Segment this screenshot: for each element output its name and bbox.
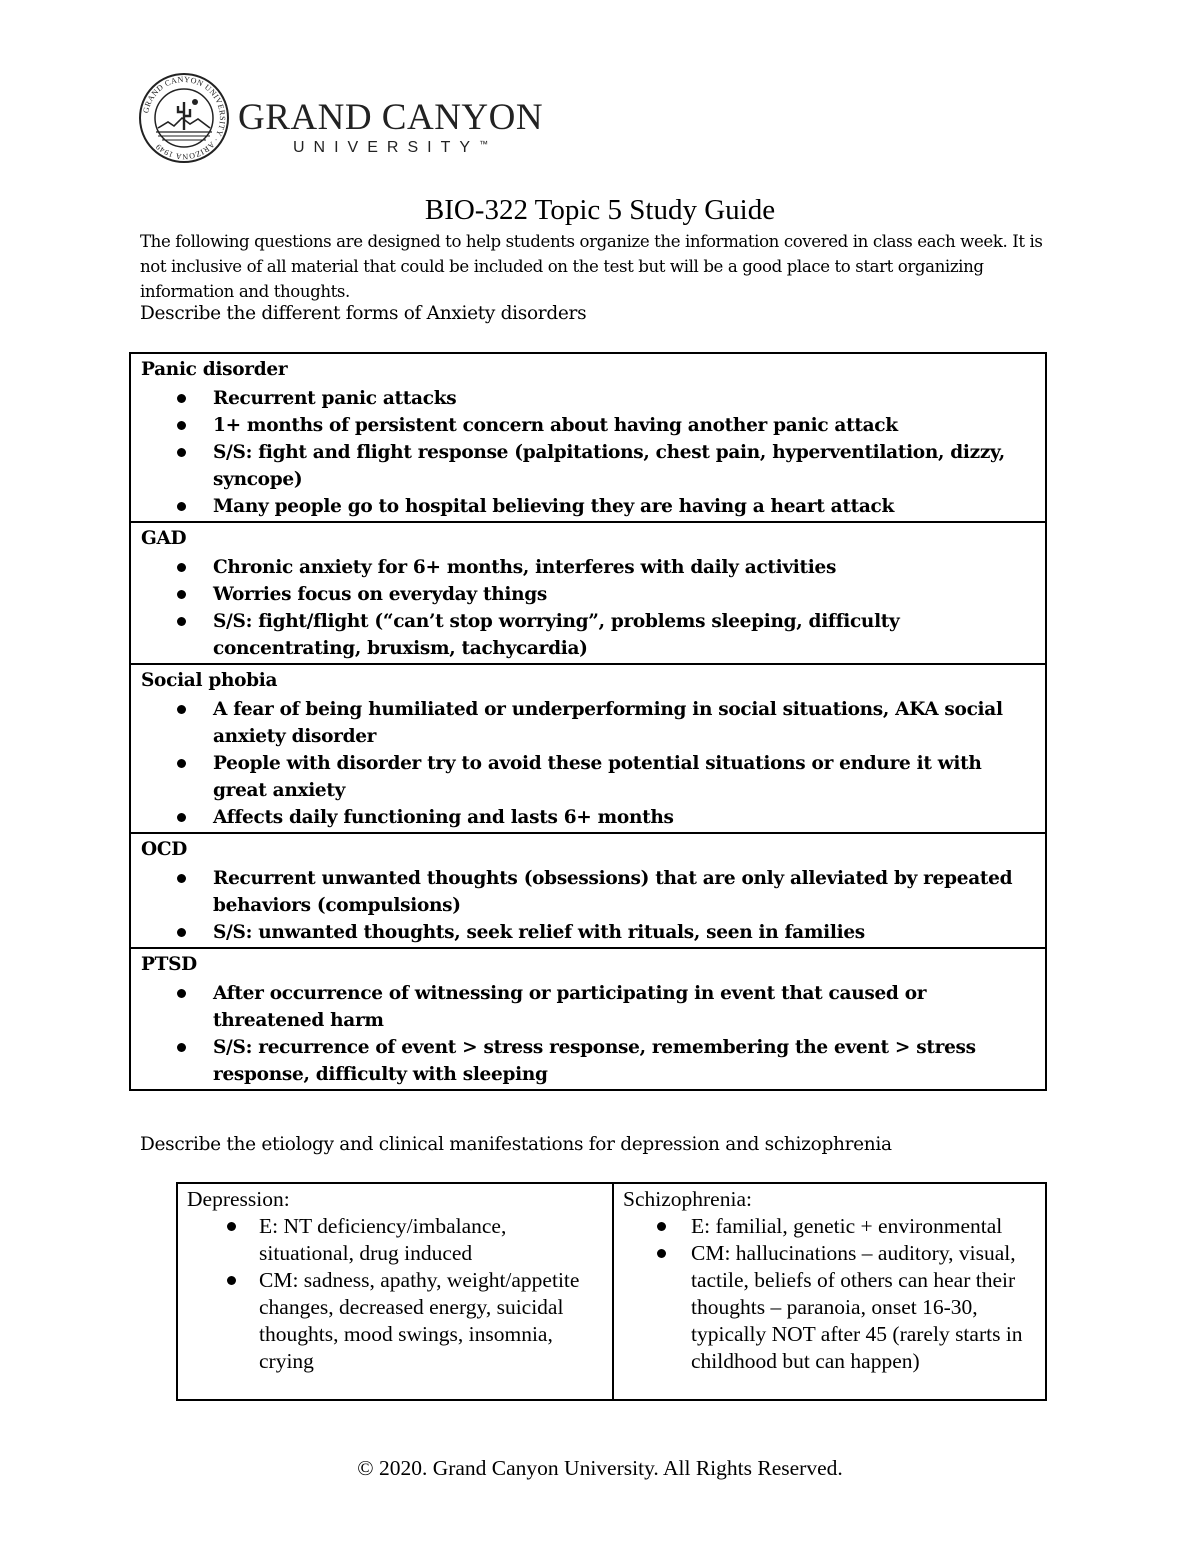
university-seal-icon [138, 72, 230, 164]
brand-sub-text: UNIVERSITY [293, 139, 480, 156]
schizophrenia-heading: Schizophrenia: [623, 1187, 752, 1211]
anxiety-bullet-list [141, 696, 1037, 831]
list-item: Recurrent panic attacks [141, 385, 1037, 412]
brand-name: GRAND CANYON [238, 97, 544, 138]
anxiety-row-heading: PTSD [141, 954, 197, 975]
anxiety-bullet-list [141, 865, 1037, 946]
anxiety-bullet-list [141, 980, 1037, 1088]
list-item: Chronic anxiety for 6+ months, interferes with daily activities [141, 554, 1037, 581]
depression-schizophrenia-table [176, 1182, 1047, 1401]
intro-paragraph: The following questions are designed to help students organize the information covered in class each week. It is not inclusive of all material that could be included on the test but will be a good place to start organizing information and thoughts. [140, 232, 1043, 301]
list-item: A fear of being humiliated or underperforming in social situations, AKA social anxiety disorder [141, 696, 1037, 750]
question-anxiety: Describe the different forms of Anxiety disorders [140, 303, 587, 324]
seal-text: GRAND CANYON UNIVERSITY · ARIZONA 1949 [141, 74, 228, 162]
brand-subtitle [293, 139, 488, 157]
anxiety-row-heading: GAD [141, 528, 187, 549]
list-item: CM: hallucinations – auditory, visual, tactile, beliefs of others can hear their thoughts – paranoia, onset 16-30, typically NOT after 45 (rarely starts in childhood but can happen) [623, 1240, 1037, 1375]
list-item: After occurrence of witnessing or participating in event that caused or threatened harm [141, 980, 1037, 1034]
anxiety-row-social-phobia [131, 663, 1045, 832]
list-item: S/S: recurrence of event > stress response, remembering the event > stress response, difficulty with sleeping [141, 1034, 1037, 1088]
document-title: BIO-322 Topic 5 Study Guide [424, 194, 776, 226]
anxiety-row-panic [131, 354, 1045, 521]
anxiety-row-gad [131, 521, 1045, 663]
anxiety-row-ocd [131, 832, 1045, 947]
list-item: People with disorder try to avoid these potential situations or endure it with great anxiety [141, 750, 1037, 804]
list-item: 1+ months of persistent concern about having another panic attack [141, 412, 1037, 439]
list-item: Worries focus on everyday things [141, 581, 1037, 608]
schizophrenia-cell [614, 1184, 1045, 1399]
list-item: CM: sadness, apathy, weight/appetite changes, decreased energy, suicidal thoughts, mood swings, insomnia, crying [187, 1267, 604, 1375]
anxiety-row-ptsd [131, 947, 1045, 1089]
depression-heading: Depression: [187, 1187, 290, 1211]
copyright-footer: © 2020. Grand Canyon University. All Rights Reserved. [357, 1456, 843, 1480]
anxiety-bullet-list [141, 385, 1037, 520]
list-item: Many people go to hospital believing they are having a heart attack [141, 493, 1037, 520]
schizophrenia-bullet-list [623, 1213, 1037, 1375]
depression-cell [178, 1184, 614, 1399]
anxiety-bullet-list [141, 554, 1037, 662]
list-item: Affects daily functioning and lasts 6+ months [141, 804, 1037, 831]
question-depression-schizophrenia: Describe the etiology and clinical manifestations for depression and schizophrenia [140, 1134, 892, 1155]
list-item: E: familial, genetic + environmental [623, 1213, 1037, 1240]
depression-bullet-list [187, 1213, 604, 1375]
list-item: S/S: fight/flight (“can’t stop worrying”, problems sleeping, difficulty concentrating, bruxism, tachycardia) [141, 608, 1037, 662]
list-item: E: NT deficiency/imbalance, situational, drug induced [187, 1213, 604, 1267]
list-item: S/S: fight and flight response (palpitations, chest pain, hyperventilation, dizzy, syncope) [141, 439, 1037, 493]
anxiety-row-heading: Social phobia [141, 670, 278, 691]
list-item: Recurrent unwanted thoughts (obsessions) that are only alleviated by repeated behaviors (compulsions) [141, 865, 1037, 919]
list-item: S/S: unwanted thoughts, seek relief with rituals, seen in families [141, 919, 1037, 946]
university-logo [138, 72, 568, 164]
trademark-mark: ™ [479, 139, 489, 149]
anxiety-disorders-table [129, 352, 1047, 1091]
anxiety-row-heading: Panic disorder [141, 359, 288, 380]
anxiety-row-heading: OCD [141, 839, 187, 860]
